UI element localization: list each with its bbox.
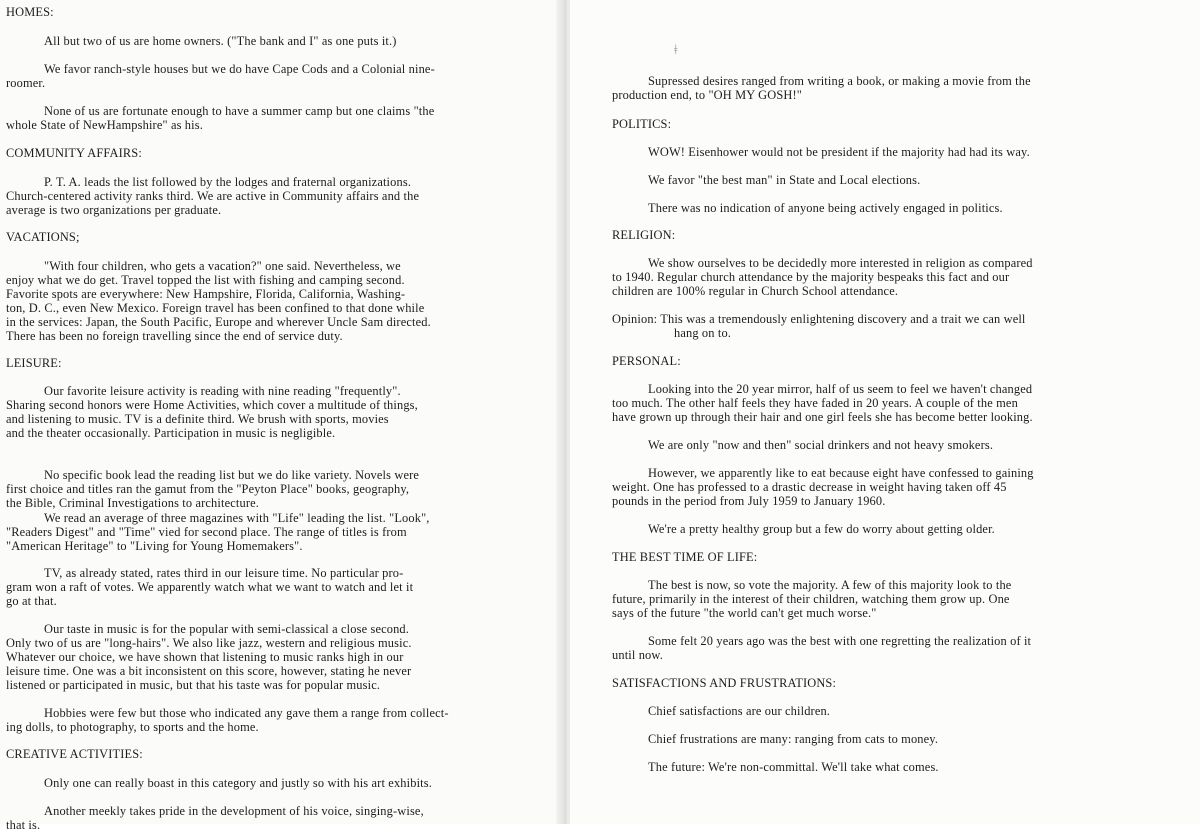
text-line: Whatever our choice, we have shown that listening to music ranks high in our — [6, 650, 404, 664]
text-line: have grown up through their hair and one girl feels she has become better looking. — [612, 410, 1033, 424]
text-line: children are 100% regular in Church School attendance. — [612, 284, 899, 298]
text-line: Hobbies were few but those who indicated any gave them a range from collect- — [44, 706, 449, 720]
text-line: gram won a raft of votes. We apparently watch what we want to watch and let it — [6, 580, 414, 594]
text-line: says of the future "the world can't get much worse." — [612, 606, 877, 620]
opinion-paragraph — [612, 312, 1026, 340]
best-time-of-life-paragraph-2 — [612, 634, 1031, 662]
text-line: No specific book lead the reading list but we do like variety. Novels were — [44, 468, 420, 482]
text-line: ton, D. C., even New Mexico. Foreign travel has been confined to that done while — [6, 301, 425, 315]
text-line: that is. — [6, 818, 41, 832]
text-line: future, primarily in the interest of their children, watching them grow up. One — [612, 592, 1010, 606]
homes-paragraph-3 — [6, 104, 434, 132]
left-page — [0, 0, 560, 832]
satisfactions-frustrations-heading: SATISFACTIONS AND FRUSTRATIONS: — [612, 676, 837, 690]
personal-paragraph-1 — [612, 382, 1033, 424]
text-line: in the services: Japan, the South Pacific, Europe and wherever Uncle Sam directed. — [6, 315, 431, 329]
text-line: the Bible, Criminal Investigations to architecture. — [6, 496, 259, 510]
text-line: Only two of us are "long-hairs". We also like jazz, western and religious music. — [6, 636, 412, 650]
vacations-paragraph — [6, 259, 431, 343]
text-line: pounds in the period from July 1959 to January 1960. — [612, 494, 886, 508]
text-line: first choice and titles ran the gamut from the "Peyton Place" books, geography, — [6, 482, 410, 496]
creative-activities-paragraph-2 — [6, 804, 424, 832]
text-line: We read an average of three magazines with "Life" leading the list. "Look", — [44, 511, 430, 525]
community-affairs-paragraph — [6, 175, 419, 217]
text-line: Supressed desires ranged from writing a book, or making a movie from the — [648, 74, 1031, 88]
text-line: average is two organizations per graduate. — [6, 203, 222, 217]
text-line: roomer. — [6, 76, 46, 90]
future-paragraph — [612, 760, 939, 774]
community-affairs-heading: COMMUNITY AFFAIRS: — [6, 146, 142, 160]
politics-paragraph-2 — [612, 173, 920, 187]
leisure-heading: LEISURE: — [6, 356, 62, 370]
text-line: Our taste in music is for the popular with semi-classical a close second. — [44, 622, 410, 636]
personal-paragraph-3 — [612, 466, 1034, 508]
leisure-paragraph-6 — [6, 706, 449, 734]
text-line: Opinion: This was a tremendously enlightening discovery and a trait we can well — [612, 312, 1026, 326]
text-line: None of us are fortunate enough to have a summer camp but one claims "the — [44, 104, 435, 118]
text-line: TV, as already stated, rates third in our leisure time. No particular pro- — [44, 566, 404, 580]
text-line: All but two of us are home owners. ("The bank and I" as one puts it.) — [44, 34, 397, 48]
text-line: hang on to. — [674, 326, 732, 340]
creative-activities-heading: CREATIVE ACTIVITIES: — [6, 747, 143, 761]
homes-heading: HOMES: — [6, 5, 54, 19]
politics-paragraph-3 — [612, 201, 1003, 215]
text-line: enjoy what we do get. Travel topped the list with fishing and camping second. — [6, 273, 405, 287]
religion-paragraph — [612, 256, 1033, 298]
text-line: listened or participated in music, but that his taste was for popular music. — [6, 678, 381, 692]
text-line: Looking into the 20 year mirror, half of us seem to feel we haven't changed — [648, 382, 1033, 396]
politics-paragraph-1 — [612, 145, 1030, 159]
homes-paragraph-2 — [6, 62, 435, 90]
text-line: "Readers Digest" and "Time" vied for second place. The range of titles is from — [6, 525, 407, 539]
politics-heading: POLITICS: — [612, 117, 672, 131]
text-line: leisure time. One was a bit inconsistent on this score, however, stating he never — [6, 664, 412, 678]
text-line: Church-centered activity ranks third. We are active in Community affairs and the — [6, 189, 420, 203]
best-time-of-life-heading: THE BEST TIME OF LIFE: — [612, 550, 758, 564]
text-line: too much. The other half feels they have faded in 20 years. A couple of the men — [612, 396, 1018, 410]
text-line: Sharing second honors were Home Activities, which cover a multitude of things, — [6, 398, 418, 412]
text-line: The best is now, so vote the majority. A few of this majority look to the — [648, 578, 1012, 592]
text-line: The future: We're non-committal. We'll take what comes. — [648, 760, 939, 774]
leisure-paragraph-2 — [6, 468, 419, 510]
vacations-heading: VACATIONS; — [6, 230, 80, 244]
text-line: We favor "the best man" in State and Local elections. — [648, 173, 921, 187]
text-line: There was no indication of anyone being actively engaged in politics. — [648, 201, 1003, 215]
creative-activities-paragraph-1 — [6, 776, 432, 790]
text-line: We're a pretty healthy group but a few do worry about getting older. — [648, 522, 995, 536]
text-line: There has been no foreign travelling since the end of service duty. — [6, 329, 343, 343]
text-line: We are only "now and then" social drinkers and not heavy smokers. — [648, 438, 994, 452]
text-line: Some felt 20 years ago was the best with one regretting the realization of it — [648, 634, 1032, 648]
text-line: Only one can really boast in this category and justly so with his art exhibits. — [44, 776, 432, 790]
leisure-paragraph-5 — [6, 622, 412, 692]
paper-mark: ǂ — [674, 43, 678, 58]
text-line: until now. — [612, 648, 663, 662]
text-line: Our favorite leisure activity is reading with nine reading "frequently". — [44, 384, 401, 398]
text-line: Chief frustrations are many: ranging from cats to money. — [648, 732, 939, 746]
text-line: whole State of NewHampshire" as his. — [6, 118, 203, 132]
text-line: We show ourselves to be decidedly more interested in religion as compared — [648, 256, 1033, 270]
homes-paragraph-1 — [6, 34, 397, 48]
text-line: We favor ranch-style houses but we do have Cape Cods and a Colonial nine- — [44, 62, 435, 76]
text-line: ing dolls, to photography, to sports and the home. — [6, 720, 259, 734]
text-line: Favorite spots are everywhere: New Hampshire, Florida, California, Washing- — [6, 287, 406, 301]
leisure-paragraph-1 — [6, 384, 418, 440]
text-line: go at that. — [6, 594, 57, 608]
text-line: and the theater occasionally. Participation in music is negligible. — [6, 426, 336, 440]
text-line: WOW! Eisenhower would not be president if the majority had had its way. — [648, 145, 1030, 159]
supressed-desires-paragraph — [612, 74, 1031, 102]
personal-paragraph-2 — [612, 438, 993, 452]
text-line: and listening to music. TV is a definite third. We brush with sports, movies — [6, 412, 389, 426]
satisfactions-paragraph — [612, 704, 830, 718]
right-page — [570, 0, 1200, 824]
text-line: production end, to "OH MY GOSH!" — [612, 88, 802, 102]
text-line: "With four children, who gets a vacation?" one said. Nevertheless, we — [44, 259, 401, 273]
text-line: P. T. A. leads the list followed by the lodges and fraternal organizations. — [44, 175, 412, 189]
best-time-of-life-paragraph-1 — [612, 578, 1011, 620]
text-line: However, we apparently like to eat because eight have confessed to gaining — [648, 466, 1034, 480]
text-line: Chief satisfactions are our children. — [648, 704, 831, 718]
text-line: "American Heritage" to "Living for Young Homemakers". — [6, 539, 303, 553]
leisure-paragraph-3 — [6, 511, 430, 553]
personal-heading: PERSONAL: — [612, 354, 681, 368]
religion-heading: RELIGION: — [612, 228, 676, 242]
leisure-paragraph-4 — [6, 566, 413, 608]
text-line: Another meekly takes pride in the development of his voice, singing-wise, — [44, 804, 424, 818]
personal-paragraph-4 — [612, 522, 995, 536]
text-line: to 1940. Regular church attendance by the majority bespeaks this fact and our — [612, 270, 1010, 284]
text-line: weight. One has professed to a drastic decrease in weight having taken off 45 — [612, 480, 1007, 494]
frustrations-paragraph — [612, 732, 938, 746]
